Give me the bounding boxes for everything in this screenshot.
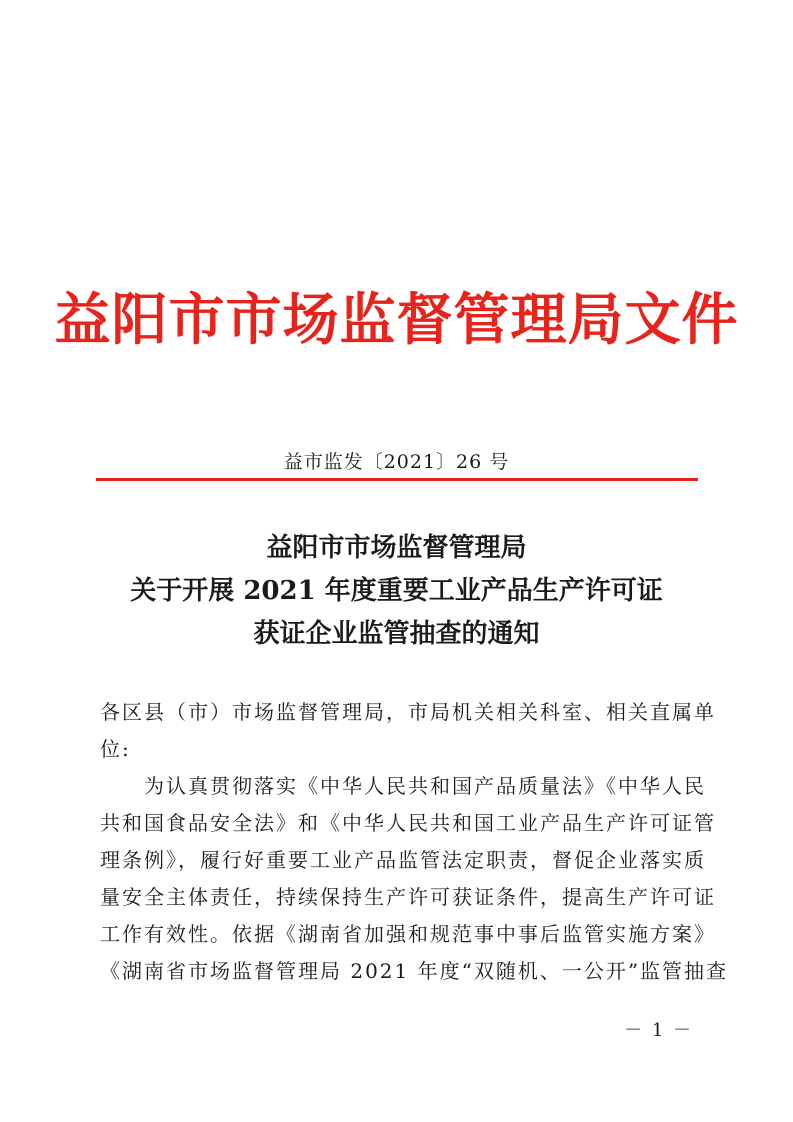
text-line: 位: (100, 737, 131, 761)
title-line: 益阳市市场监督管理局 (266, 533, 527, 563)
notice-title (0, 527, 793, 656)
page-number: － 1 － (624, 1020, 693, 1041)
text-line: 工作有效性。依据《湖南省加强和规范事中事后监管实施方案》 (100, 922, 716, 946)
red-divider (96, 478, 698, 481)
text-line: 各区县（市）市场监督管理局，市局机关相关科室、相关直属单 (100, 700, 716, 724)
title-line: 关于开展 2021 年度重要工业产品生产许可证 (130, 576, 663, 606)
title-line: 获证企业监管抽查的通知 (253, 619, 540, 649)
salutation (100, 694, 716, 768)
issuer-banner: 益阳市市场监督管理局文件 (54, 288, 739, 353)
text-line: 《湖南省市场监督管理局 2021 年度“双随机、一公开”监管抽查 (100, 959, 729, 983)
text-line: 为认真贯彻落实《中华人民共和国产品质量法》《中华人民 (144, 774, 706, 798)
body-paragraph (100, 768, 729, 990)
document-number: 益市监发〔2021〕26 号 (283, 451, 510, 473)
text-line: 理条例》，履行好重要工业产品监管法定职责，督促企业落实质 (100, 848, 706, 872)
text-line: 量安全主体责任，持续保持生产许可获证条件，提高生产许可证 (100, 885, 716, 909)
text-line: 共和国食品安全法》和《中华人民共和国工业产品生产许可证管 (100, 811, 716, 835)
notice-body (100, 694, 729, 990)
